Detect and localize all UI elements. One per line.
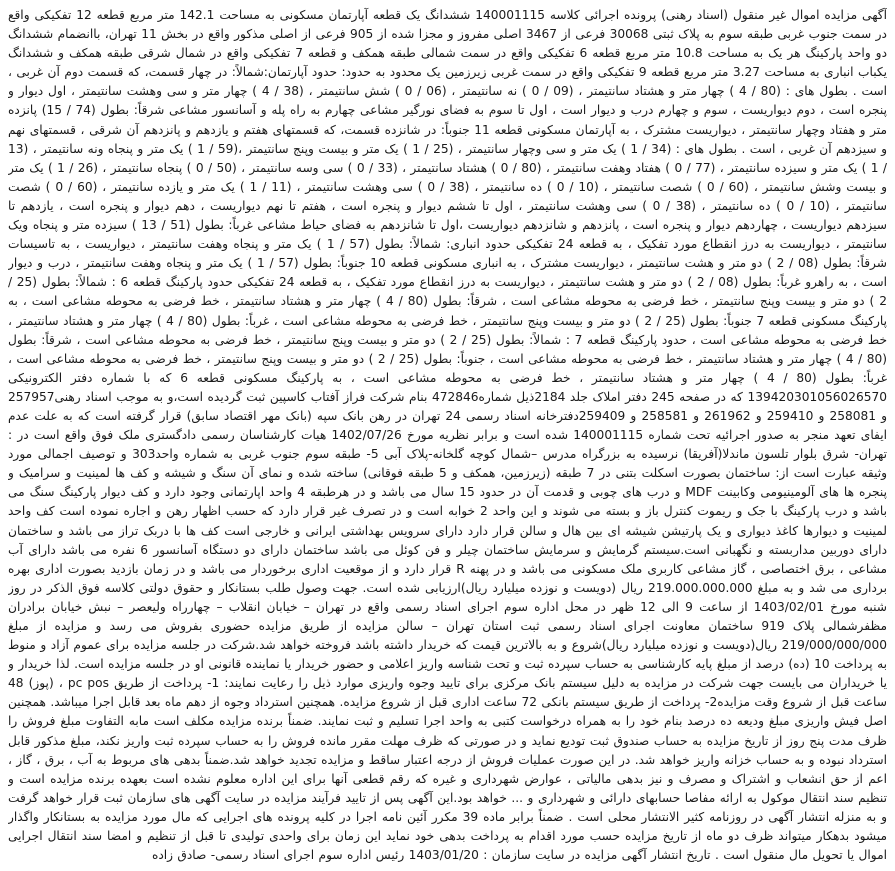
notice-body-text: آگهی مزایده اموال غیر منقول (اسناد رهنی) پرونده اجرائی کلاسه 140001115 ششدانگ یک قطعه آپارتمان مسکونی به مساحت 142.1 متر مربع قطعه 12 تفکیکی واقع در سمت جنوب غربی طبقه سوم به پلاک ثبتی 30068 فرعی از 3467 اصلی مفروز و مجزا شده از 905 فرعی از اصلی مذکور واقع در بخش 11 تهران، باانضمام ششدانگ دو واحد پارکینگ هر یک به مساحت 10.8 متر مربع قطعه 6 تفکیکی واقع در سمت شمالی طبقه همکف و قطعه 7 تفکیکی واقع در شمال شرقی طبقه همکف و ششدانگ یکباب انباری به مساحت 3.27 متر مربع قطعه 9 تفکیکی واقع در سمت غربی زیرزمین یک محدود به حدود: حدود آپارتمان:شمالاً: در چهار قسمت، که قسمت دوم آن غربی ، است . بطول های : (80 / 4 ) چهار متر و هشتاد سانتیمتر ، (09 / 0 ) نه سانتیمتر ، (06 / 0 ) شش سانتیمتر ، (38 / 4 ) چهار متر و سی وهشت سانتیمتر ، اول دیوار و پنجره است ، دوم دیواریست ، سوم و چهارم درب و دیوار است ، اول تا سوم به فضای نورگیر مشاعی چهارم به راه پله و آسانسور مشاعی شرقاً: بطول (74 / 15) پانزده متر و هفتاد وچهار سانتیمتر ، دیواریست مشترک ، به آپارتمان مسکونی قطعه 11 جنوباً: در شانزده قسمت، که قسمتهای هفتم و یازدهم و پانزدهم آن شرقی ، قسمتهای نهم و سیزدهم آن غربی ، است . بطول های : (34 / 1 ) یک متر و سی وچهار سانتیمتر ، (25 / 1 ) یک متر و بیست وپنج سانتیمتر ،(59 / 1 ) یک متر و پنجاه ونه سانتیمتر ، (13 / 1 ) یک متر و سیزده سانتیمتر ، (77 / 0 ) هفتاد وهفت سانتیمتر ، (80 / 0 ) هشتاد سانتیمتر ، (33 / 0 ) سی وسه سانتیمتر ، (50 / 0 ) پنجاه سانتیمتر ، (26 / 1 ) یک متر و بیست وشش سانتیمتر ، (60 / 0 ) شصت سانتیمتر ، (10 / 0 ) ده سانتیمتر ، (38 / 0 ) سی وهشت سانتیمتر ، (11 / 1 ) یک متر و یازده سانتیمتر ، (60 / 0 ) شصت سانتیمتر ، (10 / 0 ) ده سانتیمتر ، (38 / 0 ) سی وهشت سانتیمتر ، اول تا ششم دیوار و پنجره است ، هفتم تا نهم دیواریست ، دهم دیوار و پنجره است ، یازدهم تا سیزدهم دیواریست ، چهاردهم دیوار و پنجره است ، پانزدهم و شانزدهم دیواریست ،اول تا شانزدهم به فضای حیاط مشاعی غرباً: بطول (51 / 13 ) سیزده متر و پنجاه ویک سانتیمتر ، دیواریست به درز انقطاع مورد تفکیک ، به قطعه 24 تفکیکی حدود انباری: شمالاً: بطول (57 / 1 ) یک متر و پنجاه وهفت سانتیمتر ، دیواریست ، به تاسیسات شرقاً: بطول (08 / 2 ) دو متر و هشت سانتیمتر ، دیواریست مشترک ، به انباری مسکونی قطعه 10 جنوباً: بطول (57 / 1 ) یک متر و پنجاه وهفت سانتیمتر ، درب و دیوار است ، به راهرو غرباً: بطول (08 / 2 ) دو متر و هشت سانتیمتر ، دیواریست به درز انقطاع مورد تفکیک ، به قطعه 24 تفکیکی حدود پارکینگ قطعه 6 : شمالاً: بطول (25 / 2 ) دو متر و بیست وپنج سانتیمتر ، خط فرضی به محوطه مشاعی است ، شرقاً: بطول (80 / 4 ) چهار متر و هشتاد سانتیمتر ، خط فرضی به محوطه مشاعی است ، به پارکینگ مسکونی قطعه 7 جنوباً: بطول (25 / 2 ) دو متر و بیست وپنج سانتیمتر ، خط فرضی به محوطه مشاعی است ، غرباً: بطول (80 / 4 ) چهار متر و هشتاد سانتیمتر ، خط فرضی به محوطه مشاعی است ، حدود پارکینگ قطعه 7 : شمالاً: بطول (25 / 2 ) دو متر و بیست وپنج سانتیمتر ، خط فرضی به محوطه مشاعی است ، شرقاً: بطول (80 / 4 ) چهار متر و هشتاد سانتیمتر ، خط فرضی به محوطه مشاعی است ، جنوباً: بطول (25 / 2 ) دو متر و بیست وپنج سانتیمتر ، خط فرضی به محوطه مشاعی است ، غرباً: بطول (80 / 4 ) چهار متر و هشتاد سانتیمتر ، خط فرضی به محوطه مشاعی است ، به پارکینگ مسکونی قطعه 6 که با شماره دفتر الکترونیکی 139420301056026570 که در صفحه 245 دفتر املاک جلد 2184ذیل شماره472846 بنام شرکت فراز آفتاب کاسپین ثبت گردیده است،و به موجب اسناد رهنی257957 و 258081 و 259410 و 261962 و 258581 و 259409دفترخانه اسناد رسمی 24 تهران در رهن بانک سپه (بانک مهر اقتصاد سابق) قرار گرفته است که به علت عدم ایفای تعهد منجر به صدور اجرائیه تحت شماره 140001115 شده است و برابر نظریه مورخ 1402/07/26 هیات کارشناسان رسمی دادگستری ملک فوق واقع است در : تهران- شرق بلوار تلسون ماندلا(آفریقا) نرسیده به بزرگراه مدرس –شمال کوچه گلخانه-پلاک آبی 5- طبقه سوم جنوب غربی به شماره واحد303 و توصیف اجمالی مورد وثیقه عبارت است از: ساختمان بصورت اسکلت بتنی در 7 طبقه (زیرزمین، همکف و 5 طبقه فوقانی) ساخته شده و نمای آن سنگ و شیشه و کف ها لمینیت و سرامیک و پنجره ها های آلومینیومی وکابینت MDF و درب های چوبی و قدمت آن در حدود 15 سال می باشد و در هرطبقه 4 واحد اپارتمانی وجود دارد و کف دیوار پارکینگ سنگ می باشد و درب پارکینگ با جک و ریموت کنترل باز و بسته می شوند و این واحد 2 خوابه است و در تصرف غیر قرار دارد که حسب اظهار رهن و اجاره نموده است کف واحد لمینیت و دیوارها کاغذ دیواری و یک پارتیشن شیشه ای بین هال و سالن قرار دارد دارای سرویس بهداشتی ایرانی و خارجی است کف ها با دربک تراز می باشد و ساختمان دارای دوربین مداربسته و نگهبانی است.سیستم گرمایش و سرمایش ساختمان چیلر و فن کوئل می باشد ساختمان دارای دو دستگاه آسانسور 6 نفره می باشد دارای آب مشاعی ، برق اختصاصی ، گاز مشاعی کاربری ملک مسکونی می باشد و در پهنه R قرار دارد و از موقعیت اداری برخوردار می باشد و در زمان بازدید بصورت اداری بهره برداری می شد و به مبلغ 219.000.000.000 ریال (دویست و نوزده میلیارد ریال)ارزیابی شده است. جهت وصول طلب بستانکار و حقوق دولتی کلاسه فوق الذکر در روز شنبه مورخ 1403/02/01 از ساعت 9 الی 12 ظهر در محل اداره سوم اجرای اسناد رسمی واقع در تهران – خیابان انقلاب – چهارراه ولیعصر – نبش خیابان برادران مظفرشمالی پلاک 919 ساختمان معاونت اجرای اسناد رسمی ثبت استان تهران – سالن مزایده از طریق مزایده حضوری بفروش می رسد و مزایده از مبلغ 219/000/000/000 ریال(دویست و نوزده میلیارد ریال)شروع و به بالاترین قیمت که خریدار داشته باشد فروخته خواهد شد.شرکت در جلسه مزایده برای عموم آزاد و منوط به پرداخت 10 (ده) درصد از مبلغ پایه کارشناسی به حساب سپرده ثبت و تحت شناسه واریز اعلامی و حضور خریدار یا نماینده قانونی او در جلسه مزایده است. لذا خریدار و یا خریداران می بایست جهت شرکت در مزایده به دلیل سیستم بانک مرکزی برای تایید وجوه واریزی موارد ذیل را رعایت نمایند: 1- پرداخت از طریق pc pos ، (پوز) 48 ساعت قبل از شروع وقت مزایده2- پرداخت از طریق سیستم بانکی 72 ساعت اداری قبل از شروع مزایده. همچنین استرداد وجوه از دهم ماه بعد قابل اجرا میباشد. همچنین اصل فیش واریزی مبلغ ودیعه ده درصد بنام خود را به همراه درخواست کتبی به واحد اجرا تسلیم و ثبت نمایند. ضمناً برنده مزایده مکلف است مابه التفاوت مبلغ فروش را ظرف مدت پنج روز از تاریخ مزایده به حساب صندوق ثبت تودیع نماید و در صورتی که ظرف مهلت مقرر مانده فروش را به حساب سپرده ثبت واریز نکند، مبلغ مذکور قابل استرداد نبوده و به حساب خزانه واریز خواهد شد. در این صورت عملیات فروش از درجه اعتبار ساقط و مزایده تجدید خواهد شد.ضمناً بدهی های مربوط به آب ، برق ، گاز ، اعم از حق انشعاب و اشتراک و مصرف و نیز بدهی مالیاتی ، عوارض شهرداری و غیره که رقم قطعی آنها برای این اداره معلوم نشده است بعهده برنده مزایده است و تنظیم سند انتقال موکول به ارائه مفاصا حسابهای دارائی و شهرداری و ... خواهد بود.این آگهی پس از تایید فرآیند مزایده در سایت آگهی های سازمان ثبت قرار خواهد گرفت و به منزله انتشار آگهی در روزنامه کثیر الانتشار محلی است . ضمناً برابر ماده 39 مکرر آئین نامه اجرا در کلیه پرونده های اجرایی که مال مورد مزایده به بستانکار واگذار میشود بدهکار میتواند ظرف دو ماه از تاریخ مزایده حسب مورد اقدام به پرداخت بدهی خود نماید این زمان برای واحدی تولیدی تا قبل از تنظیم و امضا سند انتقال اجرایی اموال یا تحویل مال منقول است . تاریخ انتشار آگهی مزایده در سایت سازمان : 1403/01/20 رئیس اداره سوم اجرای اسناد رسمی- صادق زاده bbox=[8, 8, 887, 863]
auction-notice bbox=[8, 6, 887, 865]
